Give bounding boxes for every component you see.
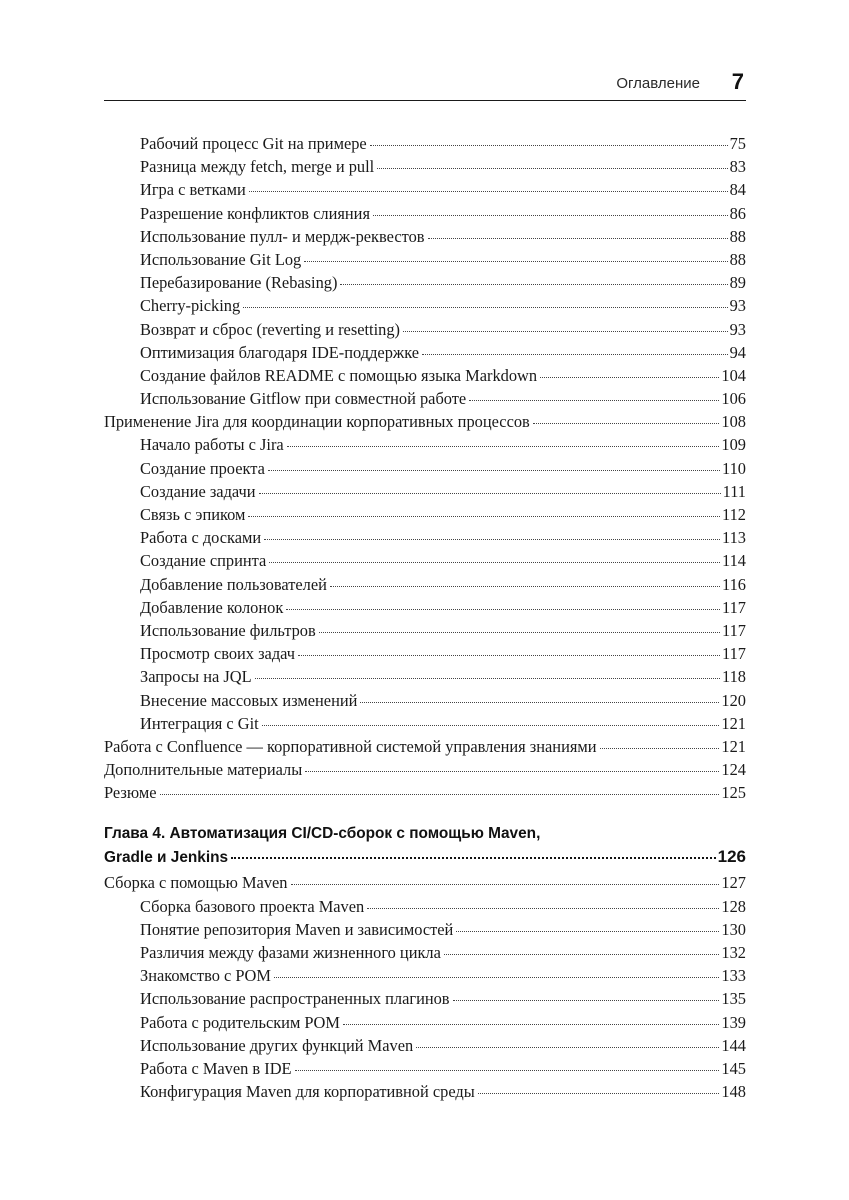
toc-entry-title: Знакомство с POM <box>140 966 271 986</box>
toc-entry-title: Возврат и сброс (reverting и resetting) <box>140 319 400 339</box>
toc-entry-page: 109 <box>721 435 746 455</box>
dot-leader <box>533 423 720 424</box>
toc-entry-page: 118 <box>722 667 746 687</box>
toc-entry[interactable] <box>104 642 746 665</box>
toc-entry-page: 86 <box>729 203 746 223</box>
toc-entry-page: 125 <box>721 783 746 803</box>
dot-leader <box>377 168 727 169</box>
toc-entry-title: Просмотр своих задач <box>140 644 296 664</box>
toc-entry[interactable] <box>104 964 746 987</box>
toc-entry-page: 120 <box>721 690 746 710</box>
dot-leader <box>231 857 716 859</box>
toc-entry-title: Использование пулл- и мердж-реквестов <box>140 226 425 246</box>
toc-entry-title: Создание спринта <box>140 551 267 571</box>
dot-leader <box>255 678 720 679</box>
toc-entry[interactable] <box>104 549 746 572</box>
toc-entry-title: Интеграция с Git <box>140 713 259 733</box>
toc-entry[interactable] <box>104 619 746 642</box>
toc-entry-page: 130 <box>721 919 746 939</box>
toc-entry-title: Дополнительные материалы <box>104 760 303 780</box>
toc-entry-page: 84 <box>729 180 746 200</box>
table-of-contents <box>104 132 746 1103</box>
toc-entry[interactable] <box>104 1080 746 1103</box>
toc-entry-title: Сборка базового проекта Maven <box>140 896 365 916</box>
toc-entry[interactable] <box>104 202 746 225</box>
toc-entry-title: Конфигурация Maven для корпоративной среды <box>140 1082 475 1102</box>
dot-leader <box>305 771 719 772</box>
toc-entry-page: 127 <box>721 873 746 893</box>
dot-leader <box>403 331 728 332</box>
dot-leader <box>262 725 720 726</box>
chapter-title-line2 <box>104 845 746 869</box>
toc-entry[interactable] <box>104 573 746 596</box>
toc-entry[interactable] <box>104 758 746 781</box>
toc-entry-page: 110 <box>722 458 746 478</box>
toc-entry-title: Создание проекта <box>140 458 265 478</box>
dot-leader <box>304 261 727 262</box>
toc-entry-title: Сборка с помощью Maven <box>104 873 288 893</box>
toc-entry-title: Понятие репозитория Maven и зависимостей <box>140 919 454 939</box>
toc-entry-title: Применение Jira для координации корпоративных процессов <box>104 412 530 432</box>
toc-entry-page: 112 <box>722 505 746 524</box>
toc-entry-title: Использование других функций Maven <box>140 1035 414 1055</box>
dot-leader <box>291 884 720 885</box>
toc-entry-title: Начало работы с Jira <box>140 435 284 455</box>
dot-leader <box>469 400 719 401</box>
toc-entry-page: 132 <box>721 943 746 962</box>
dot-leader <box>340 284 727 285</box>
toc-entry-title: Использование распространенных плагинов <box>140 989 450 1009</box>
toc-entry[interactable] <box>104 1057 746 1080</box>
dot-leader <box>298 655 720 656</box>
toc-entry[interactable] <box>104 712 746 735</box>
toc-entry[interactable] <box>104 665 746 688</box>
toc-entry[interactable] <box>104 1034 746 1057</box>
toc-entry-page: 139 <box>721 1012 746 1032</box>
toc-entry[interactable] <box>104 364 746 387</box>
dot-leader <box>248 516 720 517</box>
toc-entry-title: Использование Gitflow при совместной работе <box>140 389 467 409</box>
toc-entry-title: Перебазирование (Rebasing) <box>140 273 338 293</box>
dot-leader <box>268 470 720 471</box>
toc-entry[interactable] <box>104 941 746 964</box>
toc-entry[interactable] <box>104 225 746 248</box>
toc-entry-title: Оптимизация благодаря IDE-поддержке <box>140 342 420 362</box>
toc-entry-page: 117 <box>722 644 746 664</box>
toc-entry-title: Работа с Maven в IDE <box>140 1058 292 1078</box>
toc-entry[interactable] <box>104 735 746 758</box>
toc-entry-page: 144 <box>721 1035 746 1055</box>
dot-leader <box>360 702 719 703</box>
toc-entry-title: Игра с ветками <box>140 180 246 200</box>
toc-entry[interactable] <box>104 918 746 941</box>
toc-entry-page: 128 <box>721 896 746 916</box>
toc-entry-title: Резюме <box>104 783 157 803</box>
toc-entry-title: Работа с родительским POM <box>140 1012 340 1032</box>
toc-entry[interactable] <box>104 1011 746 1034</box>
toc-entry[interactable] <box>104 410 746 433</box>
toc-entry[interactable] <box>104 155 746 178</box>
toc-entry-page: 116 <box>722 574 746 594</box>
chapter-title-line1: Глава 4. Автоматизация CI/CD-сборок с помощью Maven, <box>104 825 541 843</box>
toc-entry-page: 75 <box>729 134 746 153</box>
toc-entry[interactable] <box>104 596 746 619</box>
toc-entry[interactable] <box>104 318 746 341</box>
dot-leader <box>243 307 727 308</box>
toc-entry-page: 117 <box>722 620 746 640</box>
toc-entry[interactable] <box>104 895 746 918</box>
toc-entry-page: 106 <box>721 389 746 409</box>
toc-entry-page: 133 <box>721 966 746 986</box>
toc-entry-title: Добавление колонок <box>140 597 284 617</box>
toc-entry-page: 121 <box>721 713 746 733</box>
dot-leader <box>373 215 728 216</box>
toc-entry[interactable] <box>104 132 746 155</box>
dot-leader <box>428 238 728 239</box>
toc-entry-title: Внесение массовых изменений <box>140 690 358 710</box>
chapter-title-continued: Gradle и Jenkins <box>104 849 229 867</box>
toc-entry[interactable] <box>104 178 746 201</box>
toc-entry[interactable] <box>104 689 746 712</box>
toc-entry-page: 93 <box>729 296 746 316</box>
toc-entry-page: 88 <box>729 226 746 246</box>
dot-leader <box>274 977 720 978</box>
page-number: 7 <box>731 69 744 94</box>
dot-leader <box>600 748 720 749</box>
toc-entry-title: Работа с досками <box>140 528 262 548</box>
toc-entry-title: Работа с Confluence — корпоративной системой управления знаниями <box>104 736 597 756</box>
toc-entry-page: 113 <box>722 528 746 548</box>
toc-entry-page: 135 <box>721 989 746 1009</box>
dot-leader <box>259 493 721 494</box>
toc-entry-page: 94 <box>729 342 746 362</box>
toc-entry-title: Запросы на JQL <box>140 667 252 687</box>
toc-entry-title: Добавление пользователей <box>140 574 327 594</box>
toc-entry-page: 108 <box>721 412 746 432</box>
dot-leader <box>264 539 720 540</box>
toc-entry-page: 93 <box>729 319 746 339</box>
toc-entry[interactable] <box>104 503 746 526</box>
dot-leader <box>287 446 720 447</box>
toc-entry-title: Рабочий процесс Git на примере <box>140 134 367 153</box>
running-title: Оглавление <box>616 75 700 92</box>
toc-entry[interactable] <box>104 871 746 894</box>
dot-leader <box>343 1024 719 1025</box>
dot-leader <box>478 1093 720 1094</box>
toc-entry[interactable] <box>104 248 746 271</box>
toc-entry-page: 89 <box>729 273 746 293</box>
toc-entry[interactable] <box>104 480 746 503</box>
toc-entry-page: 88 <box>729 249 746 269</box>
toc-entry-page: 117 <box>722 597 746 617</box>
toc-entry-page: 145 <box>721 1058 746 1078</box>
toc-entry-title: Cherry-picking <box>140 296 241 316</box>
toc-entry-page: 148 <box>721 1082 746 1102</box>
toc-entry-page: 104 <box>721 365 746 385</box>
dot-leader <box>330 586 720 587</box>
toc-entry[interactable] <box>104 987 746 1010</box>
toc-entry-title: Различия между фазами жизненного цикла <box>140 943 441 962</box>
toc-entry-title: Связь с эпиком <box>140 505 246 524</box>
dot-leader <box>540 377 719 378</box>
dot-leader <box>249 191 728 192</box>
dot-leader <box>416 1047 719 1048</box>
toc-section-top <box>104 132 746 804</box>
toc-entry-title: Разница между fetch, merge и pull <box>140 157 375 177</box>
dot-leader <box>456 931 719 932</box>
toc-entry-title: Использование Git Log <box>140 249 302 269</box>
toc-entry-page: 121 <box>721 736 746 756</box>
chapter-heading[interactable] <box>104 823 746 869</box>
dot-leader <box>319 632 720 633</box>
toc-entry[interactable] <box>104 294 746 317</box>
toc-entry[interactable] <box>104 781 746 804</box>
toc-entry[interactable] <box>104 526 746 549</box>
toc-entry-title: Использование фильтров <box>140 620 316 640</box>
dot-leader <box>367 908 719 909</box>
toc-section-bottom <box>104 871 746 1103</box>
toc-entry-title: Разрешение конфликтов слияния <box>140 203 370 223</box>
dot-leader <box>444 954 720 955</box>
toc-entry-title: Создание задачи <box>140 481 256 501</box>
toc-entry-page: 114 <box>722 551 746 571</box>
dot-leader <box>160 794 720 795</box>
dot-leader <box>286 609 720 610</box>
toc-entry[interactable] <box>104 457 746 480</box>
dot-leader <box>453 1000 720 1001</box>
dot-leader <box>269 562 720 563</box>
toc-entry[interactable] <box>104 271 746 294</box>
toc-entry-page: 83 <box>729 157 746 177</box>
dot-leader <box>422 354 728 355</box>
toc-entry[interactable] <box>104 433 746 456</box>
toc-entry-page: 124 <box>721 760 746 780</box>
toc-entry[interactable] <box>104 387 746 410</box>
running-header <box>104 66 746 101</box>
toc-entry-page: 111 <box>722 481 746 501</box>
toc-entry-title: Создание файлов README с помощью языка Markdown <box>140 365 538 385</box>
toc-entry[interactable] <box>104 341 746 364</box>
chapter-page-number: 126 <box>717 847 746 867</box>
dot-leader <box>295 1070 720 1071</box>
dot-leader <box>370 145 728 146</box>
